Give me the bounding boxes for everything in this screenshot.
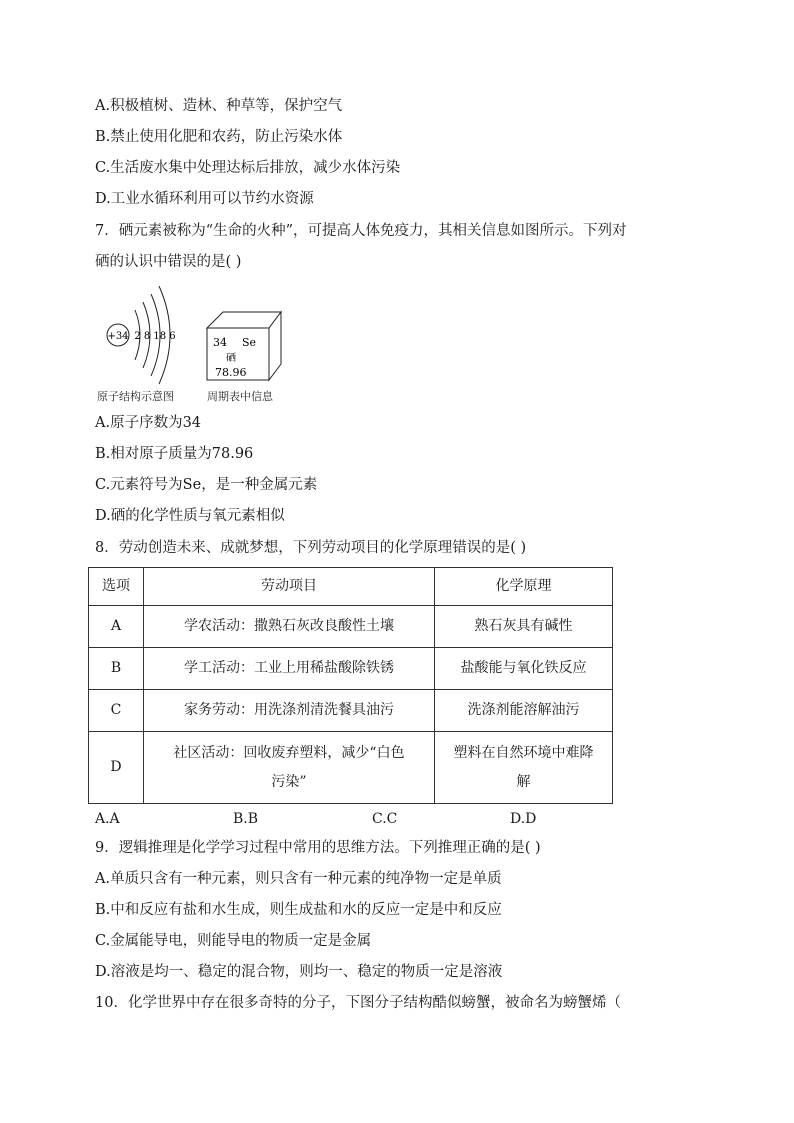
q7-stem-line2: 硒的认识中错误的是( ) [95,254,242,270]
cell-name: 硒 [226,353,236,364]
q8-answer-c: C.C [372,811,398,827]
table-row [89,648,613,690]
q9-option-b: B.中和反应有盐和水生成，则生成盐和水的反应一定是中和反应 [95,902,502,918]
q9-option-d: D.溶液是均一、稳定的混合物，则均一、稳定的物质一定是溶液 [95,964,503,980]
q6-option-c: C.生活废水集中处理达标后排放，减少水体污染 [95,160,401,176]
nucleus-charge: +34 [107,331,129,342]
row-principle-line1: 塑料在自然环境中难降 [453,744,594,761]
row-item: 学农活动：撒熟石灰改良酸性土壤 [144,606,435,648]
q8-answer-a: A.A [95,811,120,827]
row-principle-line2: 解 [516,773,531,790]
row-item-line1: 社区活动：回收废弃塑料，减少“白色 [173,744,405,761]
cell-mass: 78.96 [215,366,247,379]
row-option: C [89,690,144,732]
q8-stem: 8．劳动创造未来、成就梦想，下列劳动项目的化学原理错误的是( ) [95,540,527,556]
table-row [89,606,613,648]
table-header-row [89,568,613,606]
shell-electrons: 2 8 18 6 [134,331,176,342]
q7-option-c: C.元素符号为Se，是一种金属元素 [95,477,318,493]
header-item: 劳动项目 [144,568,435,606]
row-principle: 洗涤剂能溶解油污 [435,690,613,732]
row-item-line2: 污染” [271,773,307,790]
q7-option-b: B.相对原子质量为78.96 [95,446,254,462]
row-item: 家务劳动：用洗涤剂清洗餐具油污 [144,690,435,732]
q9-option-a: A.单质只含有一种元素，则只含有一种元素的纯净物一定是单质 [95,871,502,887]
row-option: A [89,606,144,648]
q8-answer-d: D.D [510,811,537,827]
row-item: 学工活动：工业上用稀盐酸除铁锈 [144,648,435,690]
q9-stem: 9．逻辑推理是化学学习过程中常用的思维方法。下列推理正确的是( ) [95,840,541,856]
selenium-figure [95,280,295,406]
cell-top [207,312,281,328]
table-row [89,732,613,804]
q9-option-c: C.金属能导电，则能导电的物质一定是金属 [95,933,372,949]
q6-option-a: A.积极植树、造林、种草等，保护空气 [95,98,343,114]
table-row [89,690,613,732]
cell-caption: 周期表中信息 [207,390,273,403]
q7-stem-line1: 7．硒元素被称为“生命的火种”，可提高人体免疫力，其相关信息如图所示。下列对 [95,223,627,239]
atom-caption: 原子结构示意图 [97,390,174,403]
q6-option-d: D.工业水循环利用可以节约水资源 [95,191,314,207]
row-item [144,732,435,804]
cell-number: 34 [213,336,227,349]
q10-stem: 10．化学世界中存在很多奇特的分子，下图分子结构酷似螃蟹，被命名为螃蟹烯（ [95,995,621,1011]
q8-answer-b: B.B [233,811,259,827]
cell-symbol: Se [242,336,257,349]
header-option: 选项 [89,568,144,606]
row-principle [435,732,613,804]
row-option: B [89,648,144,690]
header-principle: 化学原理 [435,568,613,606]
q8-table [88,567,613,804]
row-principle: 盐酸能与氧化铁反应 [435,648,613,690]
row-principle: 熟石灰具有碱性 [435,606,613,648]
row-option: D [89,732,144,804]
q6-option-b: B.禁止使用化肥和农药，防止污染水体 [95,129,343,145]
q7-option-a: A.原子序数为34 [95,415,202,431]
q7-option-d: D.硒的化学性质与氧元素相似 [95,508,285,524]
